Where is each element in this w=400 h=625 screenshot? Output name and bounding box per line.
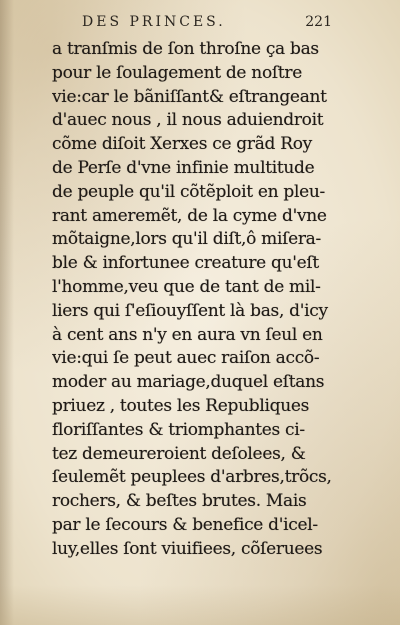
text-line: de peuple qu'il cõtẽploit en pleu- <box>52 181 325 202</box>
text-line: tez demeureroient deſolees, & <box>52 443 306 464</box>
text-line: pour le ſoulagement de noſtre <box>52 62 302 83</box>
page-header <box>82 14 332 36</box>
page-number: 221 <box>305 14 332 30</box>
text-line: priuez , toutes les Republiques <box>52 395 310 416</box>
page-edge-shadow <box>0 0 14 625</box>
running-title: DES PRINCES. <box>82 14 226 30</box>
text-line: l'homme,veu que de tant de mil- <box>52 276 321 297</box>
text-line: a tranſmis de ſon throſne ça bas <box>52 39 319 59</box>
text-line: rochers, & beſtes brutes. Mais <box>52 491 307 512</box>
text-line: ſeulemẽt peuplees d'arbres,trõcs, <box>52 467 332 488</box>
text-line: d'auec nous , il nous aduiendroit <box>52 110 324 131</box>
text-line: vie:qui ſe peut auec raiſon accõ- <box>52 348 320 369</box>
text-line: de Perſe d'vne infinie multitude <box>52 157 315 178</box>
text-line: liers qui ſ'eſiouyſſent là bas, d'icy <box>52 300 328 321</box>
text-line: rant ameremẽt, de la cyme d'vne <box>52 205 327 226</box>
text-line: luy,elles ſont viuifiees, cõſeruees <box>52 538 323 559</box>
text-line: par le ſecours & benefice d'icel- <box>52 514 318 535</box>
text-line: cõme diſoit Xerxes ce grãd Roy <box>52 134 312 155</box>
page-bottom-stain <box>0 585 400 625</box>
text-line: vie:car le bãniſſant& eſtrangeant <box>52 86 327 107</box>
text-line: ble & infortunee creature qu'eſt <box>52 253 319 274</box>
text-line: mõtaigne,lors qu'il diſt,ô miſera- <box>52 229 321 250</box>
text-line: à cent ans n'y en aura vn ſeul en <box>52 324 323 345</box>
text-line: floriſſantes & triomphantes ci- <box>52 419 305 440</box>
body-text <box>52 38 344 562</box>
text-line: moder au mariage,duquel eſtans <box>52 372 325 393</box>
